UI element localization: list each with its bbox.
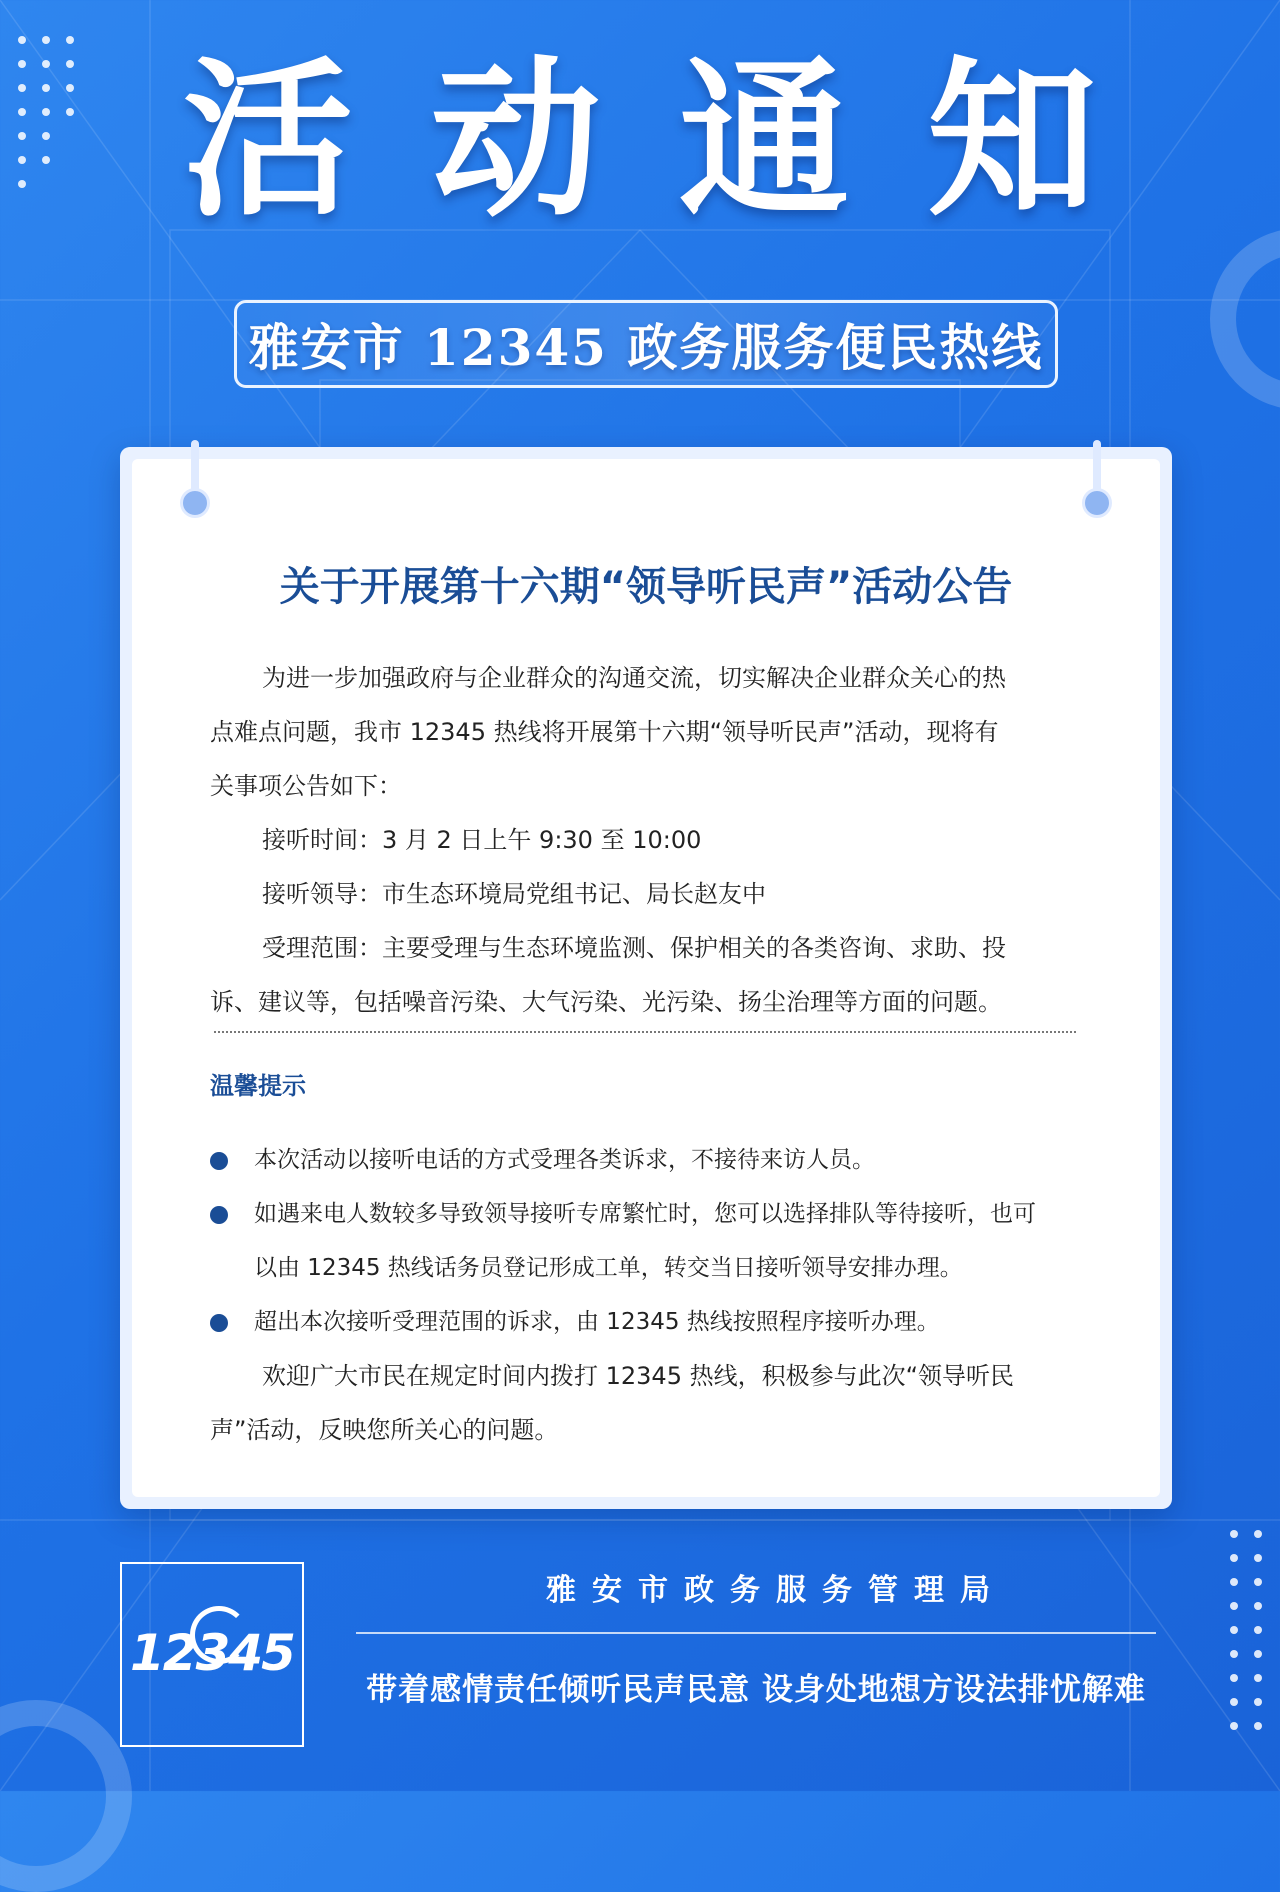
tips-heading: 温馨提示 [210, 1072, 306, 1100]
slogan: 带着感情责任倾听民声民意 设身处地想方设法排忧解难 [366, 1672, 1146, 1708]
answer-leader: 接听领导：市生态环境局党组书记、局长赵友中 [262, 880, 766, 908]
closing-line-1: 欢迎广大市民在规定时间内拨打 12345 热线，积极参与此次“领导听民 [262, 1362, 1015, 1390]
bullet-icon [210, 1152, 228, 1170]
tip-item-1: 本次活动以接听电话的方式受理各类诉求，不接待来访人员。 [210, 1133, 1072, 1187]
tip-item-2: 如遇来电人数较多导致领导接听专席繁忙时，您可以选择排队等待接听，也可 以由 12345 热线话务员登记形成工单，转交当日接听领导安排办理。 [210, 1187, 1072, 1295]
scope-line-1: 受理范围：主要受理与生态环境监测、保护相关的各类咨询、求助、投 [262, 934, 1006, 962]
logo-text: 12345 [130, 1624, 294, 1682]
footer-divider [356, 1632, 1156, 1634]
hotline-name: 雅安市 12345 政务服务便民热线 [248, 318, 1044, 377]
page-title: 活动通知 [182, 40, 1175, 240]
hotline-banner [234, 300, 1058, 388]
answer-time: 接听时间：3 月 2 日上午 9:30 至 10:00 [262, 826, 702, 854]
closing-line-2: 声”活动，反映您所关心的问题。 [210, 1416, 559, 1444]
notice-title: 关于开展第十六期“领导听民声”活动公告 [279, 564, 1013, 610]
hotline-logo [120, 1562, 304, 1747]
pin-left-icon [180, 488, 210, 518]
intro-line-2: 点难点问题，我市 12345 热线将开展第十六期“领导听民声”活动，现将有 [210, 718, 999, 746]
agency-name: 雅安市政务服务管理局 [546, 1573, 1006, 1608]
intro-line-3: 关事项公告如下： [210, 772, 402, 800]
pin-right-icon [1082, 488, 1112, 518]
bullet-icon [210, 1314, 228, 1332]
intro-line-1: 为进一步加强政府与企业群众的沟通交流，切实解决企业群众关心的热 [262, 664, 1006, 692]
tip-item-3: 超出本次接听受理范围的诉求，由 12345 热线按照程序接听办理。 [210, 1295, 1072, 1349]
bullet-icon [210, 1206, 228, 1224]
scope-line-2: 诉、建议等，包括噪音污染、大气污染、光污染、扬尘治理等方面的问题。 [210, 988, 1002, 1016]
dotted-divider [214, 1031, 1076, 1033]
